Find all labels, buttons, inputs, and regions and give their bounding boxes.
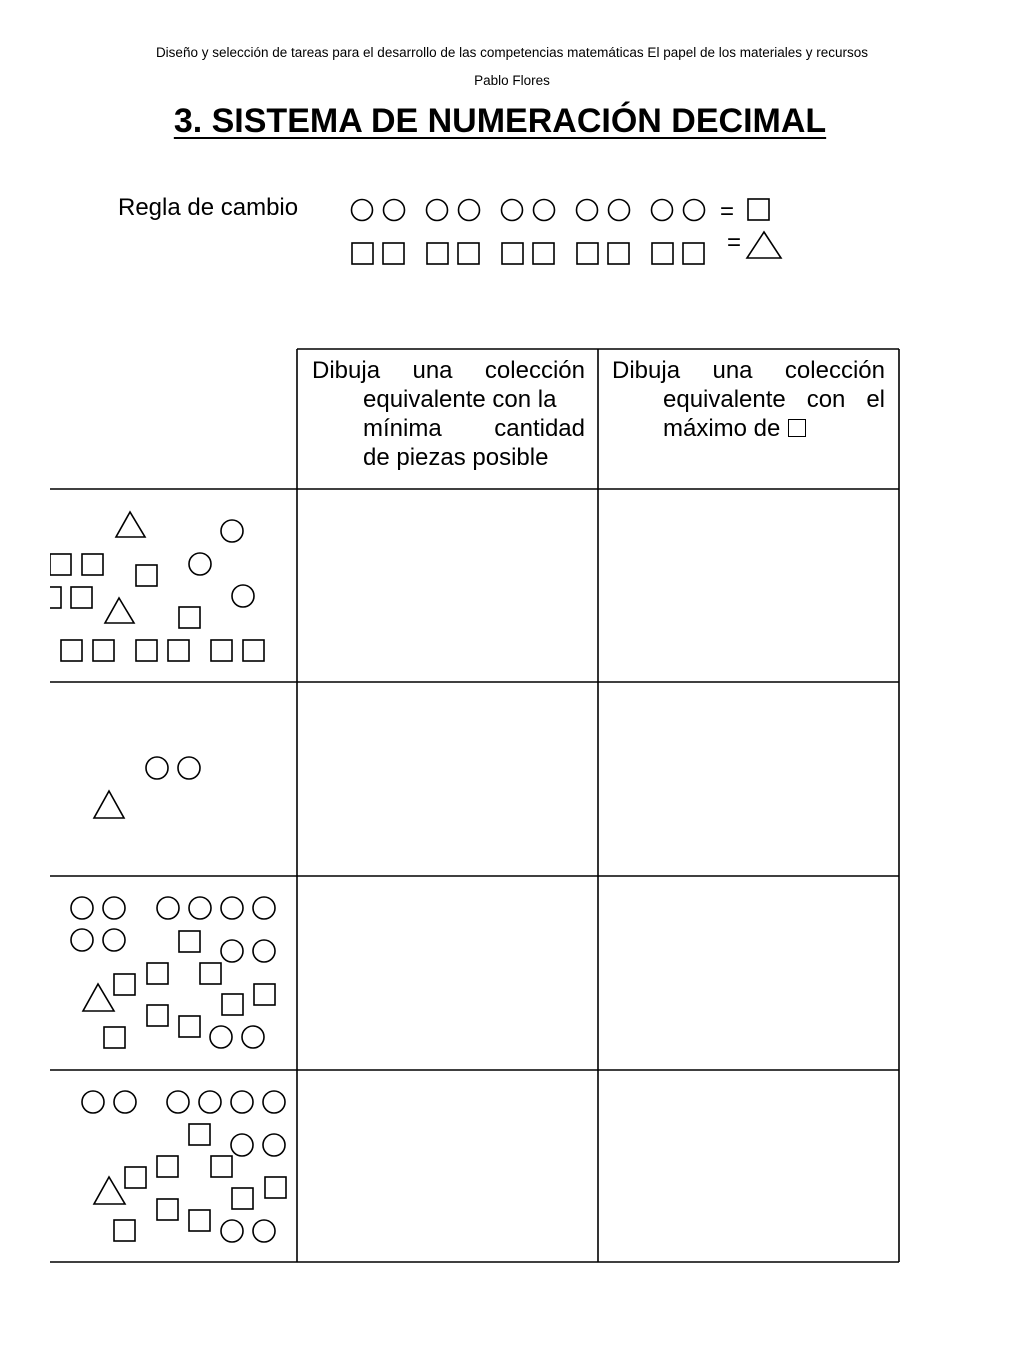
circle-icon — [178, 757, 200, 779]
drawing-cell-row-4-maximum[interactable] — [600, 1072, 898, 1264]
circle-icon — [221, 940, 243, 962]
square-icon — [136, 640, 157, 661]
piece-collection-row-3 — [50, 877, 296, 1069]
document-header: Diseño y selección de tareas para el desarrollo de las competencias matemáticas El papel de los materiales y recursos — [155, 45, 869, 60]
square-icon — [61, 640, 82, 661]
square-icon — [114, 974, 135, 995]
column-header-maximum-squares — [612, 356, 885, 443]
circle-icon — [263, 1091, 285, 1113]
exchange-rule-label: Regla de cambio — [118, 194, 299, 221]
square-icon — [50, 554, 71, 575]
column-header-line: máximo de — [663, 415, 781, 442]
square-icon — [179, 931, 200, 952]
drawing-cell-row-3-maximum[interactable] — [600, 878, 898, 1070]
square-icon — [211, 1156, 232, 1177]
column-header-line: equivalente con la — [363, 386, 557, 413]
square-icon — [222, 994, 243, 1015]
circle-icon — [189, 553, 211, 575]
square-icon — [50, 587, 61, 608]
triangle-icon — [105, 598, 134, 623]
square-icon — [189, 1210, 210, 1231]
square-icon — [200, 963, 221, 984]
circle-icon — [114, 1091, 136, 1113]
square-icon — [82, 554, 103, 575]
square-icon — [211, 640, 232, 661]
square-icon — [125, 1167, 146, 1188]
drawing-cell-row-2-minimum[interactable] — [299, 684, 597, 876]
square-icon — [243, 640, 264, 661]
circle-icon — [189, 897, 211, 919]
circle-icon — [199, 1091, 221, 1113]
piece-collection-row-4 — [50, 1071, 296, 1263]
square-icon — [147, 1005, 168, 1026]
rule2-equals: = — [727, 229, 742, 256]
square-icon — [104, 1027, 125, 1048]
triangle-icon — [116, 512, 145, 537]
square-icon — [114, 1220, 135, 1241]
circle-icon — [71, 929, 93, 951]
drawing-cell-row-3-minimum[interactable] — [299, 878, 597, 1070]
drawing-cell-row-1-minimum[interactable] — [299, 491, 597, 683]
drawing-cell-row-1-maximum[interactable] — [600, 491, 898, 683]
circle-icon — [221, 1220, 243, 1242]
column-header-line: mínima cantidad — [363, 415, 585, 442]
square-icon — [179, 1016, 200, 1037]
circle-icon — [242, 1026, 264, 1048]
square-icon — [788, 419, 806, 437]
drawing-cell-row-4-minimum[interactable] — [299, 1072, 597, 1264]
column-header-line: Dibuja una colección — [612, 357, 885, 384]
circle-icon — [231, 1134, 253, 1156]
column-header-line: Dibuja una colección — [312, 357, 585, 384]
square-icon — [157, 1199, 178, 1220]
square-icon — [147, 963, 168, 984]
circle-icon — [146, 757, 168, 779]
square-icon — [189, 1124, 210, 1145]
author-name: Pablo Flores — [474, 73, 550, 88]
circle-icon — [231, 1091, 253, 1113]
triangle-icon — [94, 1177, 125, 1204]
circle-icon — [253, 940, 275, 962]
circle-icon — [232, 585, 254, 607]
rule1-equals: = — [720, 198, 735, 225]
circle-icon — [167, 1091, 189, 1113]
circle-icon — [157, 897, 179, 919]
square-icon — [179, 607, 200, 628]
circle-icon — [71, 897, 93, 919]
circle-icon — [263, 1134, 285, 1156]
circle-icon — [253, 897, 275, 919]
circle-icon — [253, 1220, 275, 1242]
circle-icon — [210, 1026, 232, 1048]
square-icon — [71, 587, 92, 608]
column-header-minimum-pieces — [312, 356, 585, 472]
square-icon — [93, 640, 114, 661]
square-icon — [157, 1156, 178, 1177]
square-icon — [136, 565, 157, 586]
square-icon — [232, 1188, 253, 1209]
square-icon — [265, 1177, 286, 1198]
piece-collection-row-2 — [50, 683, 296, 875]
page-title: 3. SISTEMA DE NUMERACIÓN DECIMAL — [173, 102, 827, 140]
triangle-icon — [94, 791, 124, 818]
square-icon — [254, 984, 275, 1005]
drawing-cell-row-2-maximum[interactable] — [600, 684, 898, 876]
column-header-line: equivalente con el — [663, 386, 885, 413]
circle-icon — [82, 1091, 104, 1113]
square-icon — [168, 640, 189, 661]
circle-icon — [221, 520, 243, 542]
column-header-line: de piezas posible — [363, 444, 549, 471]
triangle-icon — [83, 984, 114, 1011]
circle-icon — [103, 897, 125, 919]
piece-collection-row-1 — [50, 490, 296, 682]
circle-icon — [221, 897, 243, 919]
circle-icon — [103, 929, 125, 951]
